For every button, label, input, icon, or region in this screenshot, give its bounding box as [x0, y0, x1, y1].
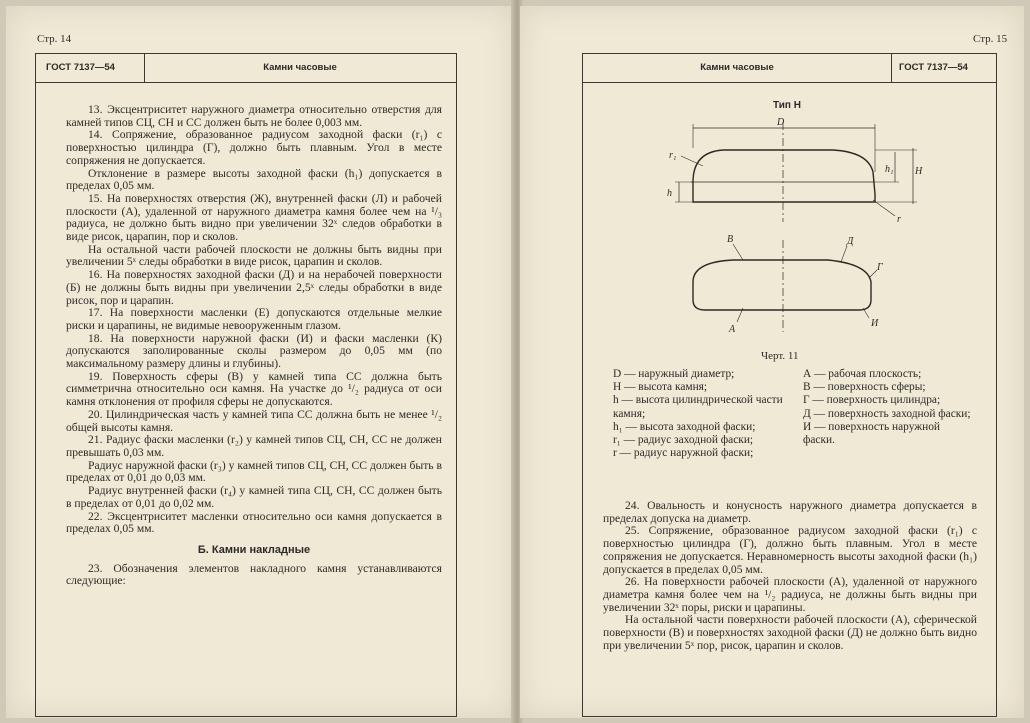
label-d: D — [777, 117, 785, 128]
paragraph: 22. Эксцентриситет масленки относительно оси камня допускается в пределах 0,05 мм. — [66, 509, 442, 536]
profile-drawing — [675, 122, 917, 222]
page-frame — [35, 53, 457, 717]
paragraph: 14. Сопряжение, образованное радиусом заходной фаски (r₁) с поверхностью цилиндра (Г), должно быть плавным. Угол в месте сопряжения не допускается. — [66, 128, 442, 167]
paragraph: 18. На поверхности наружной фаски (И) и фаски масленки (К) допускаются заполированные сколы размером до 0,05 мм (по максимальному размеру длины и глубины). — [66, 331, 442, 371]
label-r: r — [897, 214, 901, 225]
label-r1: r₁ — [669, 150, 677, 161]
section-title: Б. Камни накладные — [197, 543, 311, 556]
paragraph: Радиус внутренней фаски (r₄) у камней типа СЦ, СН, СС должен быть в пределах от 0,01 до 0,02 мм. — [66, 484, 442, 510]
paragraph: 17. На поверхности масленки (Е) допускаются отдельные мелкие риски и царапины, не видимые невооруженным глазом. — [66, 306, 442, 332]
legend-item: h — высота цилиндрической части камня; — [613, 394, 783, 420]
paragraph: 26. На поверхности рабочей плоскости (А), удаленной от наружного диаметра камня более чем на ¹/₂ радиуса, не должны быть видны при увеличении 32ˣ поры, риски и царапины. — [603, 575, 977, 614]
label-h-total: H — [915, 166, 923, 177]
label-v: В — [727, 234, 734, 245]
label-a: А — [729, 324, 736, 335]
legend-item: r — радиус наружной фаски; — [613, 447, 754, 460]
paragraph: 16. На поверхностях заходной фаски (Д) и на нерабочей поверхности (Б) не должны быть видны при увеличении 2,5ˣ следы обработки в виде рисок, пор и царапин. — [66, 268, 442, 307]
paragraph: 13. Эксцентриситет наружного диаметра относительно отверстия для камней типов СЦ, СН и СС должен быть не более 0,003 мм. — [66, 103, 442, 129]
legend-left — [613, 368, 783, 460]
page-header — [583, 54, 996, 83]
legend-item: h₁ — высота заходной фаски; — [613, 420, 756, 433]
paragraph: 20. Цилиндрическая часть у камней типа СС должна быть не менее ¹/₂ общей высоты камня. — [66, 407, 442, 434]
figure-type-n — [663, 112, 923, 342]
legend-right — [803, 368, 973, 447]
paragraph: 25. Сопряжение, образованное радиусом заходной фаски (r₁) с поверхностью цилиндра (Г), должно быть плавным. Угол в месте сопряжения не допускается. Неравномерность высоты заходной фаски (h₁) допускается в пределах 0,05 мм. — [603, 524, 977, 576]
paragraph: 21. Радиус фаски масленки (r₂) у камней типов СЦ, СН, СС не должен превышать 0,03 мм. — [66, 433, 442, 459]
figure-caption: Черт. 11 — [761, 350, 799, 362]
figure-title: Тип Н — [773, 100, 801, 111]
page-number: Стр. 14 — [37, 33, 72, 45]
header-gost: ГОСТ 7137—54 — [899, 62, 968, 73]
legend-item: Д — поверхность заходной фаски; — [803, 407, 971, 420]
paragraph: 23. Обозначения элементов накладного камня устанавливаются следующие: — [66, 561, 442, 588]
legend-item: И — поверхность наружной фаски. — [803, 420, 941, 447]
page-frame — [582, 53, 997, 717]
page-number: Стр. 15 — [973, 33, 1008, 45]
paragraph: 19. Поверхность сферы (В) у камней типа СС должна быть симметрична относительно оси камня. На участке до ¹/₂ радиуса от оси камня отклонения от профиля сферы не допускаются. — [66, 369, 442, 409]
paragraph: На остальной части рабочей плоскости не должны быть видны при увеличении 5ˣ следы обработки в виде рисок, царапин и сколов. — [66, 242, 442, 269]
right-page — [520, 6, 1024, 718]
paragraph: 15. На поверхностях отверстия (Ж), внутренней фаски (Л) и рабочей плоскости (А), удаленной от наружного диаметра камня более чем на ¹/₃ радиуса, не должно быть видно при увеличении 32ˣ следов обработки в виде рисок, царапин, пор и сколов. — [66, 191, 442, 244]
label-h: h — [667, 188, 672, 199]
legend-item: Г — поверхность цилиндра; — [803, 394, 941, 407]
body-text — [603, 500, 977, 652]
legend-item: H — высота камня; — [613, 381, 708, 394]
header-title: Камни часовые — [700, 62, 774, 73]
paragraph: Отклонение в размере высоты заходной фаски (h₁) допускается в пределах 0,05 мм. — [66, 166, 442, 193]
perspective-drawing — [693, 240, 877, 332]
legend-item: В — поверхность сферы; — [803, 381, 926, 394]
legend-item: А — рабочая плоскость; — [803, 368, 922, 380]
page-header — [36, 54, 456, 83]
body-text — [66, 104, 442, 588]
paragraph: 24. Овальность и конусность наружного диаметра допускается в пределах допуска на диаметр. — [603, 499, 977, 525]
legend-item: D — наружный диаметр; — [613, 368, 735, 380]
paragraph: Радиус наружной фаски (r₃) у камней типов СЦ, СН, СС должен быть в пределах от 0,01 до 0,03 мм. — [66, 458, 442, 485]
label-g: Г — [877, 262, 883, 273]
paragraph: На остальной части поверхности рабочей плоскости (А), сферической поверхности (В) и поверхностях заходной фаски (Д) не должно быть видно при увеличении 5ˣ пор, рисок, царапин и сколов. — [603, 613, 977, 652]
label-i: И — [871, 318, 879, 329]
header-gost: ГОСТ 7137—54 — [46, 62, 115, 73]
header-title: Камни часовые — [263, 62, 337, 73]
left-page — [6, 6, 514, 718]
legend-item: r₁ — радиус заходной фаски; — [613, 434, 754, 447]
label-h1: h₁ — [885, 164, 894, 175]
label-d-face: Д — [847, 236, 854, 247]
